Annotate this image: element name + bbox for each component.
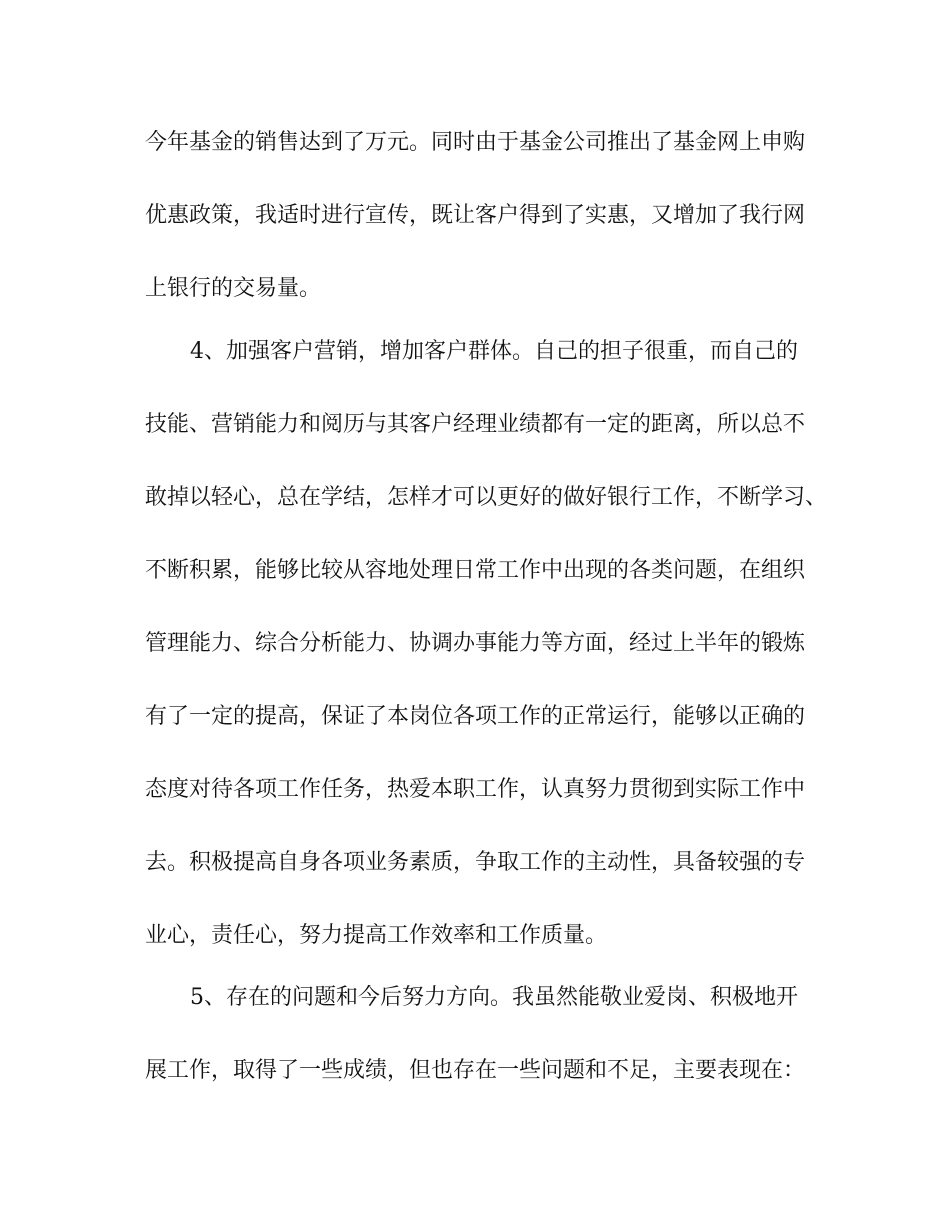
body-text-line: 管理能力、综合分析能力、协调办事能力等方面，经过上半年的锻炼 bbox=[145, 631, 806, 656]
body-text-line: 4、加强客户营销，增加客户群体。自己的担子很重，而自己的 bbox=[190, 339, 798, 364]
body-text-line: 上银行的交易量。 bbox=[145, 276, 322, 301]
body-text-line: 去。积极提高自身各项业务素质，争取工作的主动性，具备较强的专 bbox=[145, 850, 806, 875]
body-text-line: 不断积累，能够比较从容地处理日常工作中出现的各类问题，在组织 bbox=[145, 558, 806, 583]
body-text-line: 今年基金的销售达到了万元。同时由于基金公司推出了基金网上申购 bbox=[145, 130, 806, 155]
body-text-line: 业心，责任心，努力提高工作效率和工作质量。 bbox=[145, 923, 608, 948]
body-text-line: 技能、营销能力和阅历与其客户经理业绩都有一定的距离，所以总不 bbox=[145, 412, 806, 437]
body-text-line: 优惠政策，我适时进行宣传，既让客户得到了实惠，又增加了我行网 bbox=[145, 203, 806, 228]
body-text-line: 敢掉以轻心，总在学结，怎样才可以更好的做好银行工作，不断学习、 bbox=[145, 485, 828, 510]
body-text-line: 有了一定的提高，保证了本岗位各项工作的正常运行，能够以正确的 bbox=[145, 704, 806, 729]
body-text-line: 5、存在的问题和今后努力方向。我虽然能敬业爱岗、积极地开 bbox=[190, 985, 798, 1010]
body-text-line: 展工作，取得了一些成绩，但也存在一些问题和不足，主要表现在： bbox=[145, 1058, 806, 1083]
body-text-line: 态度对待各项工作任务，热爱本职工作，认真努力贯彻到实际工作中 bbox=[145, 777, 806, 802]
